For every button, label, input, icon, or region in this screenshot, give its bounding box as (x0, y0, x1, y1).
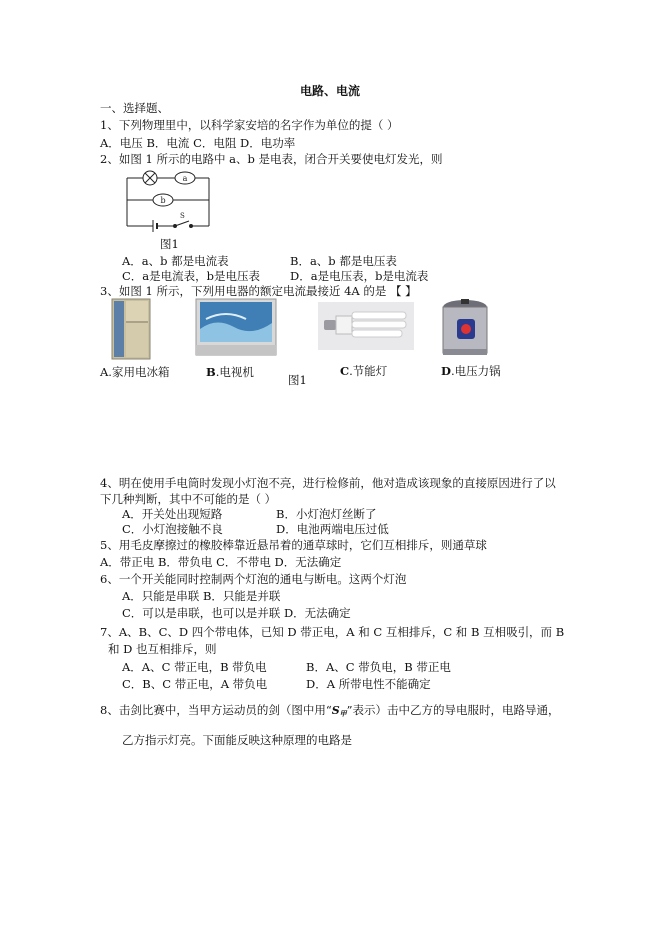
q3-caption-b-letter: B (206, 365, 216, 379)
fridge-image (112, 299, 152, 361)
q5-stem: 5、用毛皮摩擦过的橡胶棒靠近悬吊着的通草球时，它们互相排斥，则通草球 (100, 538, 487, 552)
s-jia-subscript: 甲 (339, 709, 347, 718)
pressure-cooker-image (441, 299, 491, 359)
q4-option-d: D．电池两端电压过低 (276, 522, 389, 536)
q3-caption-a: A.家用电冰箱 (100, 365, 170, 379)
q2-option-b: B．a、b 都是电压表 (290, 254, 397, 268)
q3-figure-label: 图1 (288, 373, 307, 387)
q2-option-d: D．a是电压表，b是电流表 (290, 269, 429, 283)
switch-label: S (180, 212, 185, 220)
q6-stem: 6、一个开关能同时控制两个灯泡的通电与断电。这两个灯泡 (100, 572, 407, 586)
s-jia-letter: S (331, 704, 340, 717)
q3-caption-b-text: .电视机 (215, 365, 254, 379)
q6-options-row1: A．只能是串联 B．只能是并联 (122, 589, 281, 603)
q5-options: A．带正电 B．带负电 C．不带电 D．无法确定 (100, 555, 342, 569)
tv-image (196, 299, 278, 357)
q8-stem-line2: 乙方指示灯亮。下面能反映这种原理的电路是 (122, 733, 352, 747)
q3-caption-c-letter: C (340, 364, 350, 378)
section-heading: 一、选择题、 (100, 101, 169, 115)
q3-caption-c-text: .节能灯 (349, 364, 388, 378)
q2-stem: 2、如图 1 所示的电路中 a、b 是电表，闭合开关要使电灯发光，则 (100, 152, 443, 166)
q7-option-d: D．A 所带电性不能确定 (306, 677, 431, 691)
q7-option-a: A．A、C 带正电，B 带负电 (122, 660, 267, 674)
q1-options: A．电压 B．电流 C．电阻 D．电功率 (100, 136, 296, 150)
q4-option-b: B．小灯泡灯丝断了 (276, 507, 377, 521)
q8-stem-pre: 8、击剑比赛中，当甲方运动员的剑（图中用“ (100, 703, 332, 717)
q7-option-b: B．A、C 带负电，B 带正电 (306, 660, 451, 674)
page-title: 电路、电流 (300, 84, 361, 98)
q3-caption-c (340, 364, 387, 378)
q4-stem-line2: 下几种判断，其中不可能的是（ ） (100, 492, 277, 506)
q3-caption-d-text: .电压力锅 (450, 364, 501, 378)
meter-a-label: a (182, 174, 188, 183)
q3-caption-d-letter: D (441, 364, 451, 378)
q2-option-c: C．a是电流表，b是电压表 (122, 269, 261, 283)
q4-option-c: C．小灯泡接触不良 (122, 522, 223, 536)
q7-stem-line2: 和 D 也互相排斥，则 (108, 642, 217, 656)
q8-stem-post: ”表示）击中乙方的导电服时，电路导通， (346, 703, 560, 717)
q8-stem-line1 (100, 703, 560, 721)
q2-figure-label: 图1 (160, 237, 179, 251)
q7-stem-line1: 7、A、B、C、D 四个带电体，已知 D 带正电，A 和 C 互相排斥，C 和 B 互相吸引，而 B (100, 625, 565, 639)
q7-option-c: C．B、C 带正电，A 带负电 (122, 677, 268, 691)
q4-option-a: A．开关处出现短路 (122, 507, 223, 521)
q1-stem: 1、下列物理里中，以科学家安培的名字作为单位的提（ ） (100, 118, 399, 132)
lamp-image (318, 302, 416, 352)
q6-options-row2: C．可以是串联，也可以是并联 D．无法确定 (122, 606, 351, 620)
q3-stem: 3、如图 1 所示，下列用电器的额定电流最接近 4A 的是 【 】 (100, 284, 417, 298)
q2-option-a: A．a、b 都是电流表 (122, 254, 229, 268)
q3-caption-d (441, 364, 501, 378)
s-jia-symbol (332, 704, 347, 717)
meter-b-label: b (160, 196, 166, 205)
q3-caption-b (206, 365, 254, 379)
q4-stem-line1: 4、明在使用手电筒时发现小灯泡不亮，进行检修前，他对造成该现象的直接原因进行了以 (100, 476, 556, 490)
circuit-diagram (125, 168, 215, 232)
